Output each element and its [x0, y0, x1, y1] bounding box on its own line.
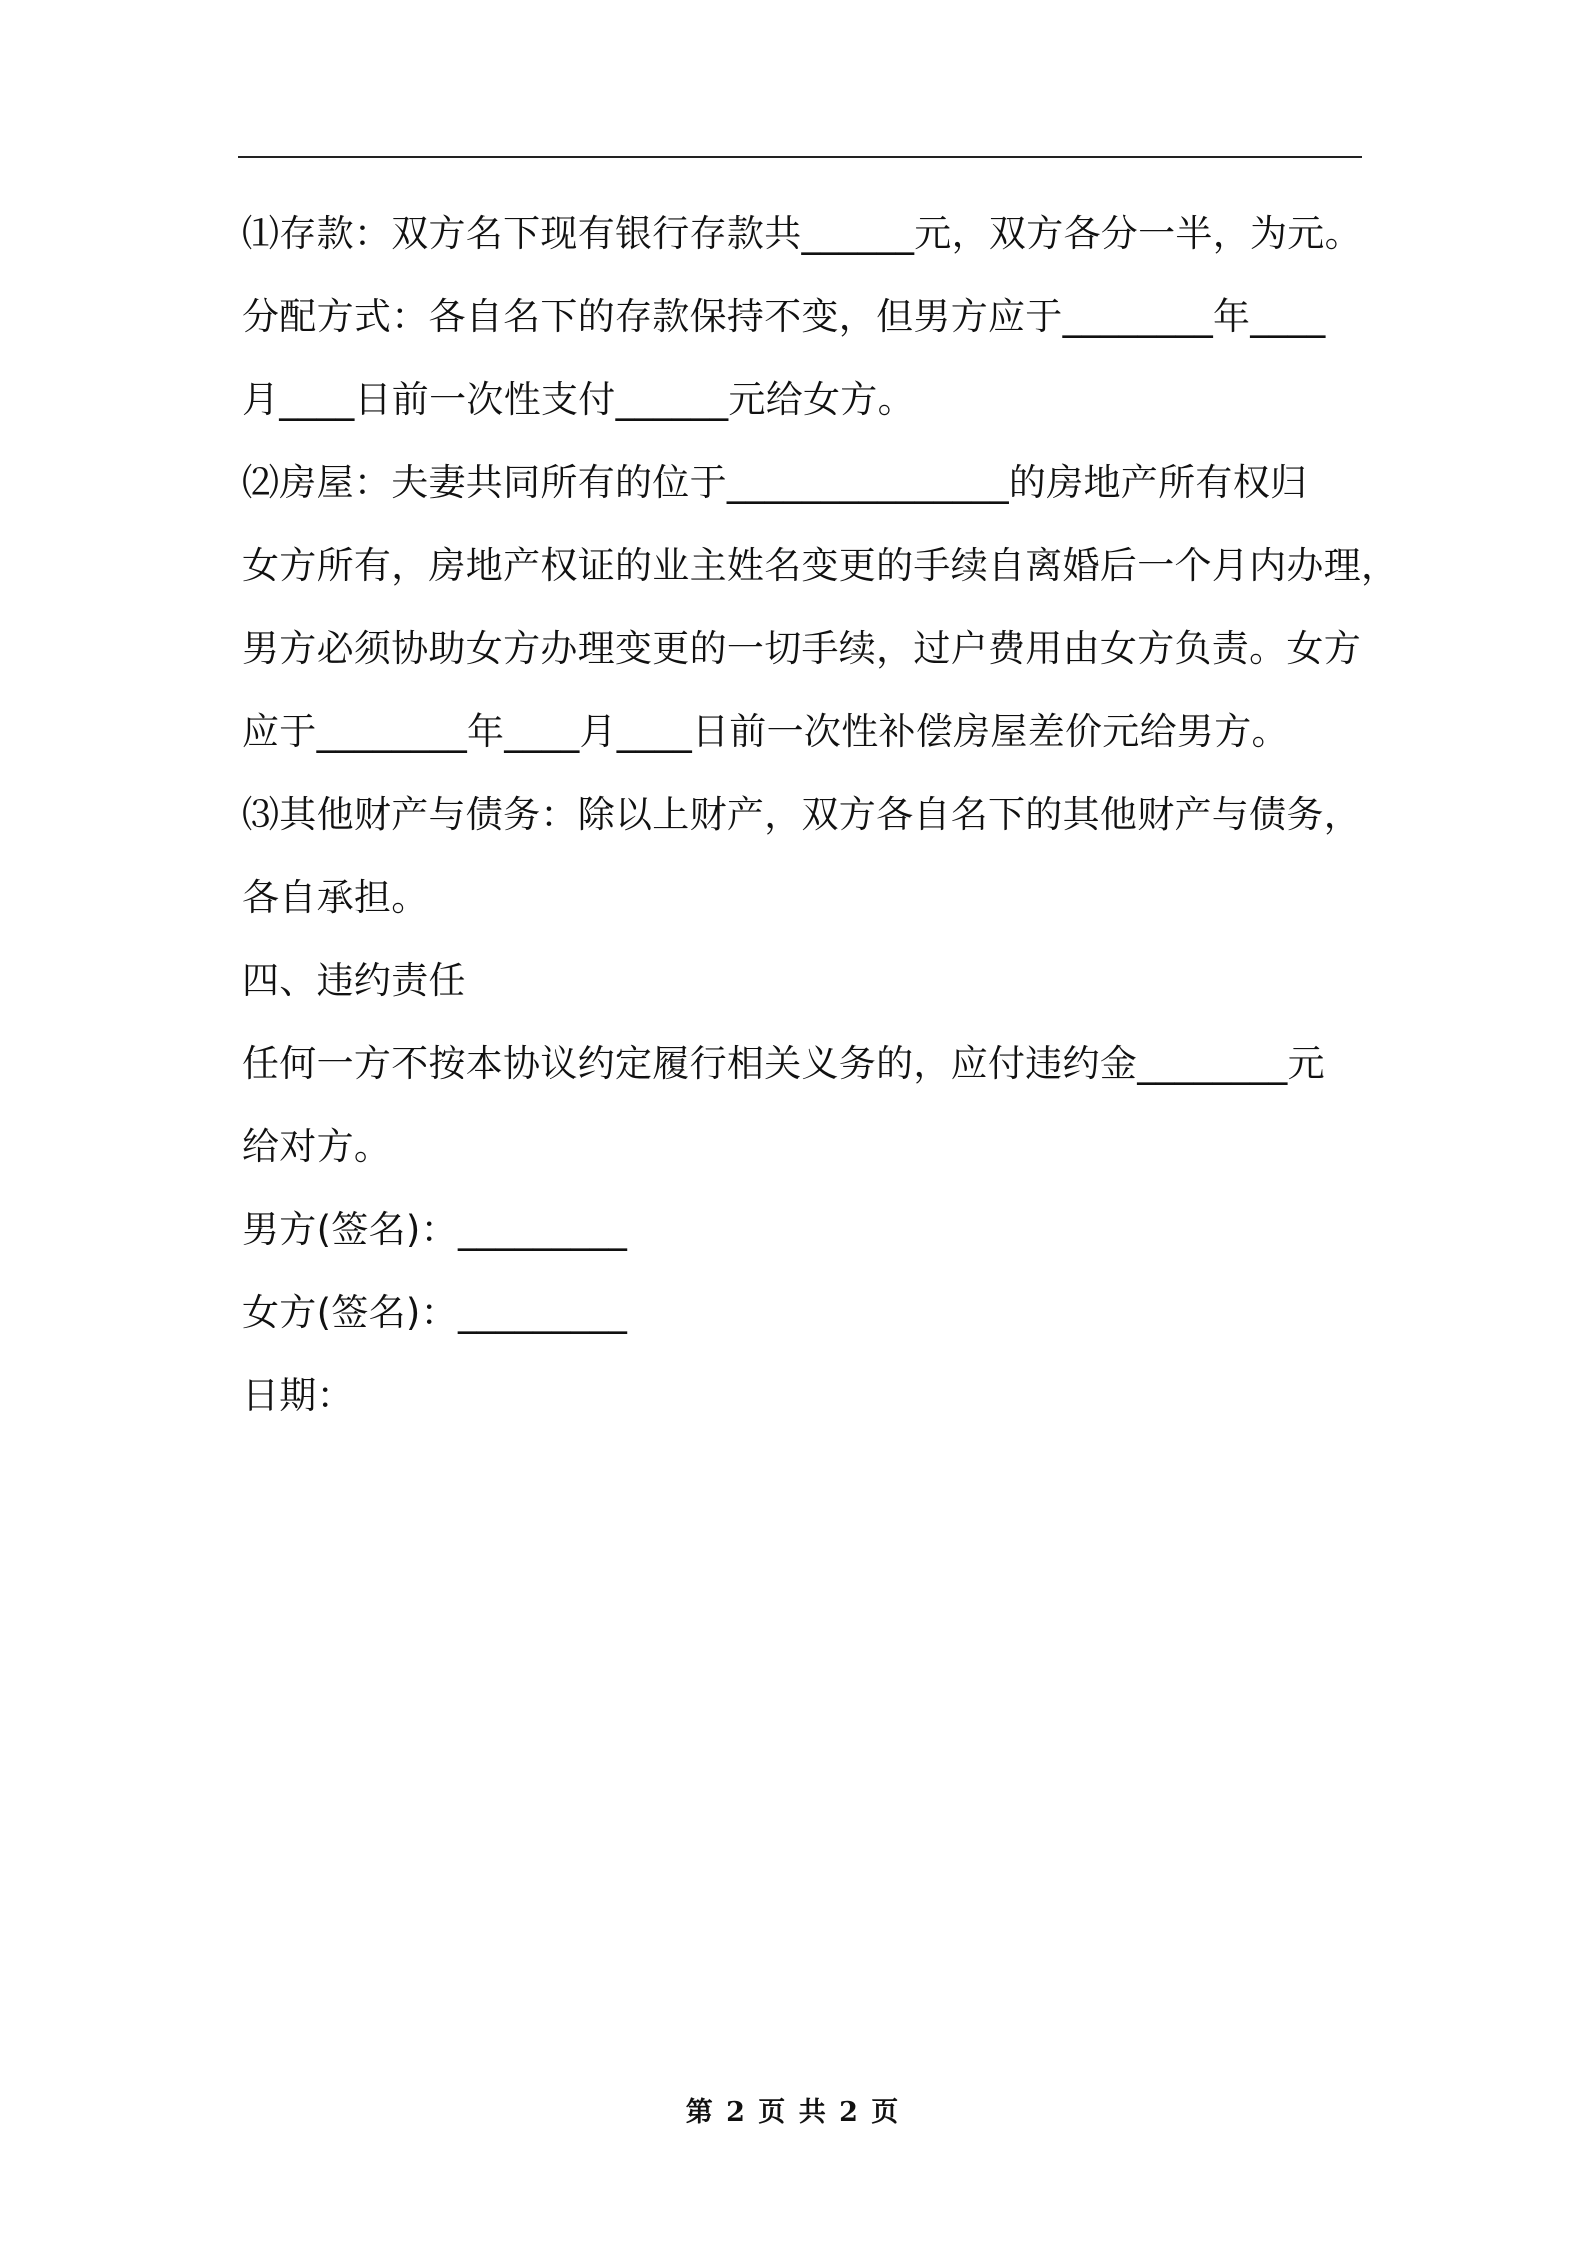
savings-clause-line-1: ⑴存款：双方名下现有银行存款共______元，双方各分一半，为元。 — [242, 212, 1362, 255]
house-clause-line-3: 男方必须协助女方办理变更的一切手续，过户费用由女方负责。女方 — [242, 627, 1361, 670]
header-rule — [238, 156, 1362, 158]
savings-clause-line-3: 月____日前一次性支付______元给女方。 — [242, 378, 915, 421]
savings-clause-line-2: 分配方式：各自名下的存款保持不变，但男方应于________年____ — [242, 295, 1326, 338]
document-body — [242, 192, 1399, 1437]
female-signature-line: 女方(签名)：_________ — [242, 1291, 628, 1334]
other-assets-clause-line-2: 各自承担。 — [242, 876, 429, 919]
house-clause-line-1: ⑵房屋：夫妻共同所有的位于_______________的房地产所有权归 — [242, 461, 1308, 504]
liability-clause-line-1: 任何一方不按本协议约定履行相关义务的，应付违约金________元 — [242, 1042, 1325, 1085]
liability-clause-line-2: 给对方。 — [242, 1125, 392, 1168]
page-number: 第 2 页 共 2 页 — [685, 2097, 901, 2128]
house-clause-line-2: 女方所有，房地产权证的业主姓名变更的手续自离婚后一个月内办理， — [242, 544, 1399, 587]
date-line: 日期： — [242, 1374, 354, 1417]
other-assets-clause-line-1: ⑶其他财产与债务：除以上财产，双方各自名下的其他财产与债务， — [242, 793, 1361, 836]
house-clause-line-4: 应于________年____月____日前一次性补偿房屋差价元给男方。 — [242, 710, 1289, 753]
male-signature-line: 男方(签名)：_________ — [242, 1208, 628, 1251]
section-heading-liability: 四、违约责任 — [242, 959, 466, 1002]
